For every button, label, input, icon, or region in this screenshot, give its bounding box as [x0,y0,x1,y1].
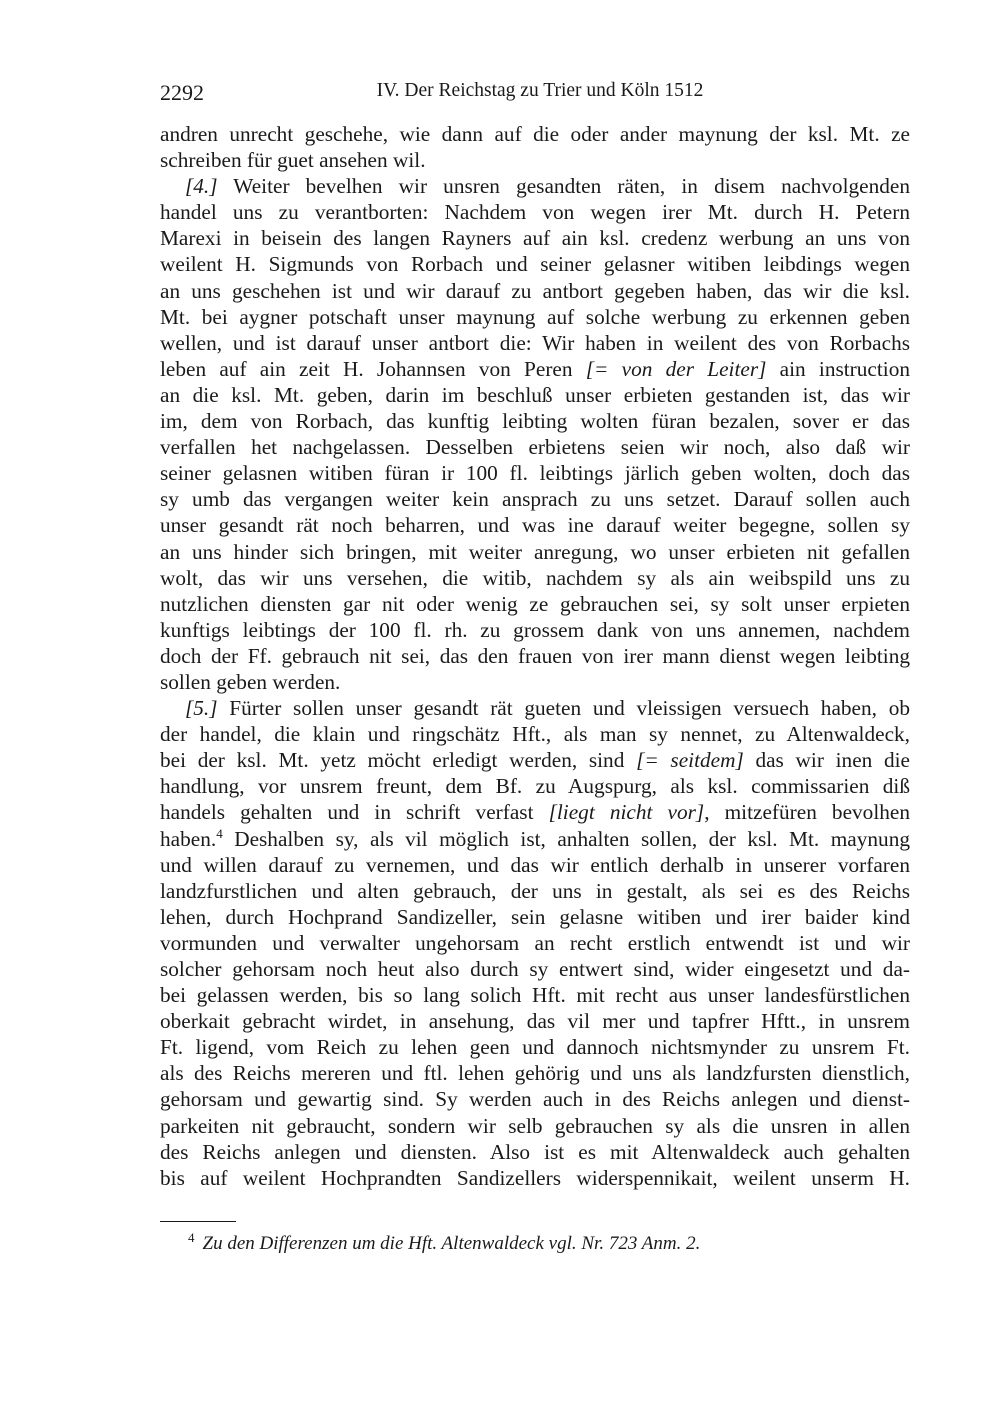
text-line [160,1165,910,1191]
line-text: haben. [160,826,217,851]
editorial-note: [liegt nicht vor] [548,800,705,825]
text-line [160,486,910,512]
line-text: wolt, das wir uns versehen, die witib, nachdem sy als ain weibspild uns zu [160,565,910,590]
line-text: bis auf weilent Hochprandten Sandizellers widerspennikait, weilent unserm H. [160,1165,910,1190]
text-line [160,799,910,825]
text-line [160,434,910,460]
text-line [160,852,910,878]
line-text: handlung, vor unsrem freunt, dem Bf. zu Augspurg, als ksl. commissarien diß [160,774,910,799]
text-line [160,278,910,304]
text-line [160,382,910,408]
line-text: oberkait gebracht wirdet, in ansehung, das vil mer und tapfrer Hftt., in unsrem [160,1009,910,1034]
text-line [160,356,910,382]
text-line [160,930,910,956]
text-line [160,1086,910,1112]
text-line [160,1034,910,1060]
line-text: leben auf ain zeit H. Johannsen von Peren [160,356,586,381]
line-text: sollen geben werden. [160,669,341,694]
line-text: schreiben für guet ansehen wil. [160,148,426,173]
line-text: solcher gehorsam noch heut also durch sy entwert sind, wider eingesetzt und da- [160,957,910,981]
section-number: [4.] [185,174,218,199]
text-line [160,1008,910,1034]
text-line [160,173,910,199]
running-head: IV. Der Reichstag zu Trier und Köln 1512 [376,80,704,101]
text-line [160,408,910,434]
page-header [160,80,910,108]
footnote-reference: 4 [216,825,223,841]
text-line [160,721,910,747]
text-line [160,1139,910,1165]
line-text: an die ksl. Mt. geben, darin im beschluß unser erbieten gestanden ist, das wir [160,382,910,407]
text-line [160,826,910,852]
line-text: weilent H. Sigmunds von Rorbach und seiner gelasner witiben leibdings wegen [160,252,910,277]
text-line [160,512,910,538]
text-line [160,1113,910,1139]
line-text: lehen, durch Hochprand Sandizeller, sein gelasne witiben und irer baider kind [160,904,910,929]
editorial-note: [= seitdem] [636,748,744,773]
body-text [160,121,910,1191]
line-text: , mitzefüren bevolhen [704,800,910,825]
text-line [160,773,910,799]
line-text: wellen, und ist darauf unser antbort die: Wir haben in weilent des von Rorbachs [160,330,910,355]
footnote-text: Zu den Differenzen um die Hft. Altenwaldeck vgl. Nr. 723 Anm. 2. [202,1233,701,1254]
line-text: ain instruction [766,356,910,381]
text-line [160,669,910,695]
line-text: sy umb das vergangen weiter kein ansprach zu uns setzet. Darauf sollen auch [160,487,910,512]
line-text: Weiter bevelhen wir unsren gesandten räten, in disem nachvolgenden [217,174,910,199]
text-line [160,1060,910,1086]
text-line [160,460,910,486]
section-number: [5.] [185,696,218,721]
line-text: Marexi in beisein des langen Rayners auf ain ksl. credenz werbung an uns von [160,226,910,251]
text-line [160,747,910,773]
editorial-note: [= von der Leiter] [585,356,767,381]
text-line [160,643,910,669]
text-line [160,904,910,930]
text-line [160,982,910,1008]
text-line [160,539,910,565]
line-text: doch der Ff. gebrauch nit sei, das den frauen von irer mann dienst wegen leibting [160,643,910,668]
line-text: kunftigs leibtings der 100 fl. rh. zu grossem dank von uns annemen, nachdem [160,617,910,642]
line-text: handel uns zu verantborten: Nachdem von wegen irer Mt. durch H. Petern [160,200,910,225]
footnote-mark: 4 [188,1230,195,1245]
line-text: gehorsam und gewartig sind. Sy werden auch in des Reichs anlegen und dienst- [160,1087,910,1112]
text-line [160,956,910,982]
line-text: Mt. bei aygner potschaft unser maynung auf solche werbung zu erkennen geben [160,304,910,329]
text-line [160,147,910,173]
line-text: landzfurstlichen und alten gebrauch, der uns in gestalt, als sei es des Reichs [160,878,910,903]
line-text: verfallen het nachgelassen. Desselben erbietens seien wir noch, also daß wir [160,435,910,460]
footnote-divider [160,1221,236,1222]
line-text: handels gehalten und in schrift verfast [160,800,549,825]
line-text: andren unrecht geschehe, wie dann auf die oder ander maynung der ksl. Mt. ze [160,122,910,146]
text-line [160,878,910,904]
text-line [160,565,910,591]
line-text: bei der ksl. Mt. yetz möcht erledigt werden, sind [160,748,637,773]
text-line [160,121,910,147]
line-text: als des Reichs mereren und ftl. lehen gehörig und uns als landzfursten dienstlich, [160,1061,910,1086]
line-text: Fürter sollen unser gesandt rät gueten und vleissigen versuech haben, ob [217,696,910,721]
text-line [160,304,910,330]
line-text: Ft. ligend, vom Reich zu lehen geen und dannoch nichtsmynder zu unsrem Ft. [160,1035,910,1060]
line-text: unser gesandt rät noch beharren, und was ine darauf weiter begegne, sollen sy [160,513,910,538]
text-line [160,591,910,617]
line-text: an uns geschehen ist und wir darauf zu antbort gegeben haben, das wir die ksl. [160,278,910,303]
text-line [160,251,910,277]
line-text: der handel, die klain und ringschätz Hft., als man sy nennet, zu Altenwaldeck, [160,722,910,747]
line-text: und willen darauf zu vernemen, und das wir entlich derhalb in unserer vorfaren [160,852,910,877]
line-text: Deshalben sy, als vil möglich ist, anhalten sollen, der ksl. Mt. maynung [222,826,910,851]
text-line [160,617,910,643]
text-line [160,695,910,721]
line-text: seiner gelasnen witiben füran ir 100 fl. leibtings järlich geben wolten, doch das [160,461,910,486]
line-text: an uns hinder sich bringen, mit weiter anregung, wo unser erbieten nit gefallen [160,539,910,564]
line-text: vormunden und verwalter ungehorsam an recht erstlich entwendt ist und wir [160,930,910,955]
line-text: parkeiten nit gebraucht, sondern wir selb gebrauchen sy als die unsren in allen [160,1113,910,1138]
line-text: des Reichs anlegen und diensten. Also ist es mit Altenwaldeck auch gehalten [160,1139,910,1164]
line-text: bei gelassen werden, bis so lang solich Hft. mit recht aus unser landesfürstlichen [160,983,910,1008]
footnote-4 [188,1226,700,1256]
line-text: nutzlichen diensten gar nit oder wenig ze gebrauchen sei, sy solt unser erpieten [160,591,910,616]
line-text: im, dem von Rorbach, das kunftig leibting wolten füran bezalen, sover er das [160,409,910,434]
page-number: 2292 [160,80,204,105]
line-text: das wir inen die [743,748,910,773]
text-line [160,225,910,251]
text-line [160,330,910,356]
text-line [160,199,910,225]
